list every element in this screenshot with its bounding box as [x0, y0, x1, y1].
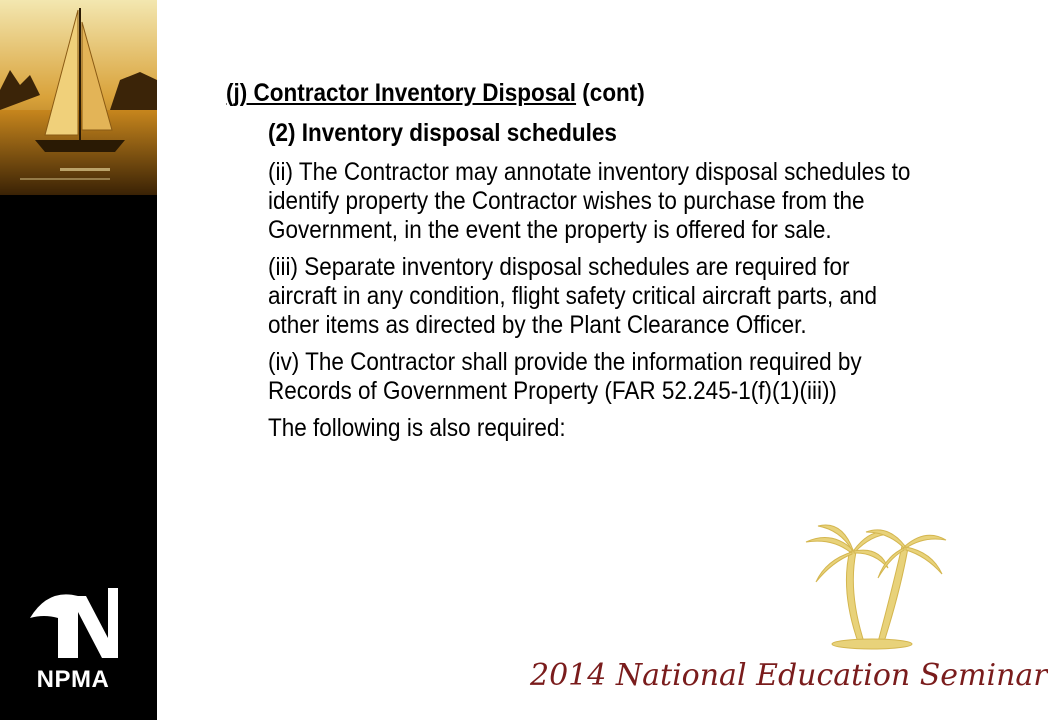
title-suffix: (cont)	[576, 79, 645, 107]
paragraph-iii: (iii) Separate inventory disposal schedules are required for aircraft in any condition, flight safety critical aircraft parts, and other items as directed by the Plant Clearance Officer.	[268, 253, 878, 339]
title-underlined: (j) Contractor Inventory Disposal	[226, 79, 577, 107]
paragraph-iv: (iv) The Contractor shall provide the information required by Records of Government Property (FAR 52.245-1(f)(1)(iii))	[268, 348, 862, 405]
palm-trees-graphic	[792, 520, 952, 650]
npma-mark-icon	[18, 578, 128, 668]
seminar-footer: 2014 National Education Seminar	[530, 658, 1048, 693]
subheading: (2) Inventory disposal schedules	[268, 119, 617, 147]
slide-title	[226, 76, 856, 110]
left-sidebar	[0, 0, 157, 720]
paragraph-ii: (ii) The Contractor may annotate inventory disposal schedules to identify property the Contractor wishes to purchase from the Government, in the event the property is offered for sale.	[268, 158, 911, 244]
sailboat-photo	[0, 0, 157, 195]
npma-logo	[18, 578, 128, 698]
palm-tree-icon	[792, 520, 952, 650]
paragraph-following: The following is also required:	[268, 414, 566, 442]
slide-content	[226, 76, 926, 443]
npma-logo-text: NPMA	[36, 666, 110, 693]
